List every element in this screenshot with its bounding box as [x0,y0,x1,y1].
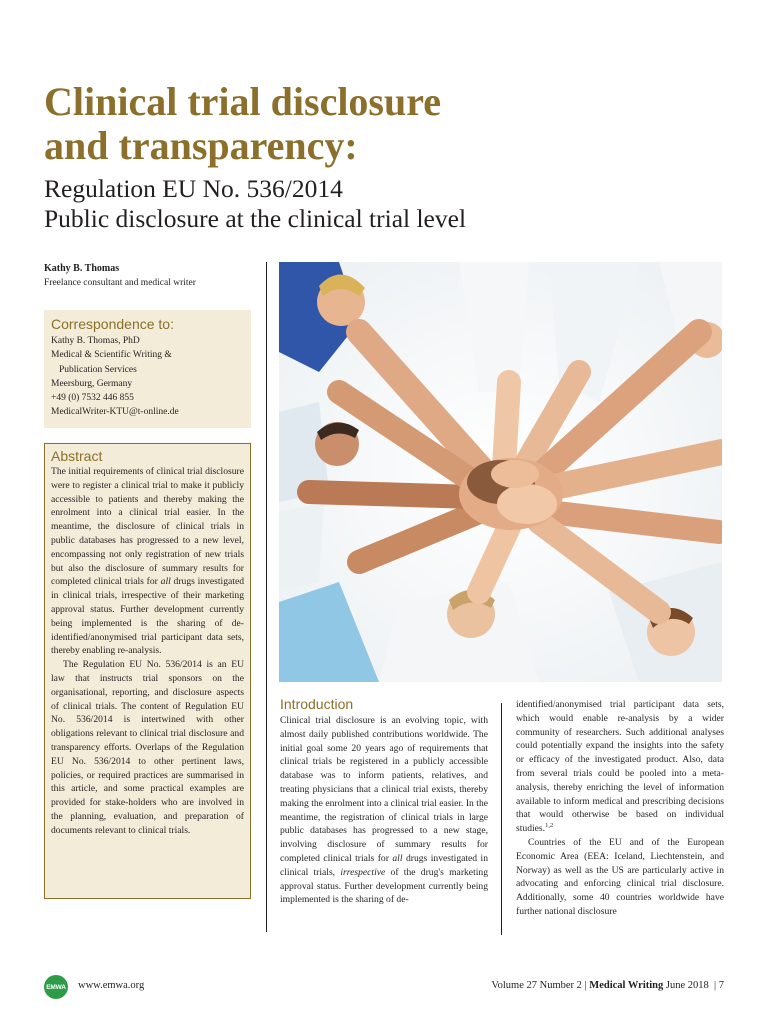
subtitle-line-2: Public disclosure at the clinical trial level [44,204,467,233]
page-number: 7 [718,980,724,991]
author-block [44,262,254,290]
footer-date: June 2018 [665,980,709,991]
correspondence-location: Meersburg, Germany [51,378,133,389]
article-title [44,80,734,168]
hands-together-photo [279,262,722,682]
footer-url[interactable]: www.emwa.org [78,980,145,991]
article-subtitle [44,174,734,234]
emwa-logo-icon: EMWA [44,975,68,999]
introduction-paragraph-2: identified/anonymised trial participant data sets, which would enable re-analysis by a wider community of researchers. Such additional analyses could potentially expand the insights into the safety or efficacy of the investigated product. Also, data from several trials could be pooled into a meta-analysis, thereby enriching the level of information available to inform medical and prescribing decisions that would otherwise be based on individual studies.$^{1,2}$ [516,699,724,835]
author-name: Kathy B. Thomas [44,263,120,274]
footer-journal: Medical Writing [589,980,664,991]
introduction-paragraph-1: Clinical trial disclosure is an evolving topic, with almost daily published contributions worldwide. The initial goal some 20 years ago of requirements that clinical trials be registered in a publicly accessible database was to inform patients, relatives, and treating physicians that a clinical trial exists, thereby making the enrolment into a clinical trial easier. In the meantime, the registration of clinical trials in large public databases has progressed to a new stage, involving disclosure of summary results for completed clinical trials for all drugs investigated in clinical trials, irrespective of the drug's marketing approval status. Further development currently being implemented is the sharing of de- [280,715,489,906]
correspondence-org-2: Publication Services [59,364,137,375]
author-role: Freelance consultant and medical writer [44,278,196,288]
introduction-column-1 [280,694,488,907]
page-footer [44,975,724,999]
footer-separator-1: | [584,980,587,991]
column-divider-right [501,703,502,935]
correspondence-email[interactable]: MedicalWriter-KTU@t-online.de [51,407,179,418]
introduction-paragraph-3: Countries of the EU and of the European Economic Area (EEA: Iceland, Liechtenstein, and Norway) as well as the US are particularly active in advocating and enforcing clinical trial disclosure. Additionally, some 40 countries worldwide have further national disclosure [516,836,724,917]
correspondence-org-1: Medical & Scientific Writing & [51,350,172,361]
footer-separator-2: | [714,980,717,991]
correspondence-phone[interactable]: +49 (0) 7532 446 855 [51,393,134,404]
abstract-box [44,443,251,899]
footer-issue-info [491,980,724,991]
introduction-column-2 [516,698,724,919]
abstract-heading: Abstract [51,448,103,464]
abstract-paragraph-2: The Regulation EU No. 536/2014 is an EU law that instructs trial sponsors on the organisational, reporting, and disclosure aspects of clinical trials. The content of Regulation EU No. 536/2014 is intertwined with other obligations relevant to clinical trial disclosure and transparency efforts. Overlaps of the Regulation EU No. 536/2014 to other pertinent laws, policies, or required practices are summarised in this article, and some practical examples are provided for stake-holders who are involved in the planning, evaluation, and preparation of documents relevant to clinical trials. [51,659,244,836]
correspondence-name: Kathy B. Thomas, PhD [51,336,140,346]
correspondence-heading: Correspondence to: [51,316,174,332]
column-divider-left [266,262,267,932]
title-line-2: and transparency: [44,123,358,168]
footer-volume: Volume 27 Number 2 [491,980,582,991]
reference-superscript[interactable]: 1,2 [545,821,554,829]
introduction-heading: Introduction [280,696,354,712]
abstract-paragraph-1: The initial requirements of clinical trial disclosure were to register a clinical trial to make it publicly accessible to patients and thereby making the enrolment into a clinical trial easier. In the meantime, the disclosure of clinical trials in public databases has progressed to a new level, encompassing not only registration of new trials but also the disclosure of summary results for completed clinical trials for all drugs investigated in clinical trials, irrespective of their marketing approval status. Further development currently being implemented is the sharing of de-identified/anonymised trial participant data sets, thereby enabling re-analysis. [51,466,244,657]
correspondence-box [44,310,251,428]
subtitle-line-1: Regulation EU No. 536/2014 [44,174,343,203]
title-line-1: Clinical trial disclosure [44,79,442,124]
